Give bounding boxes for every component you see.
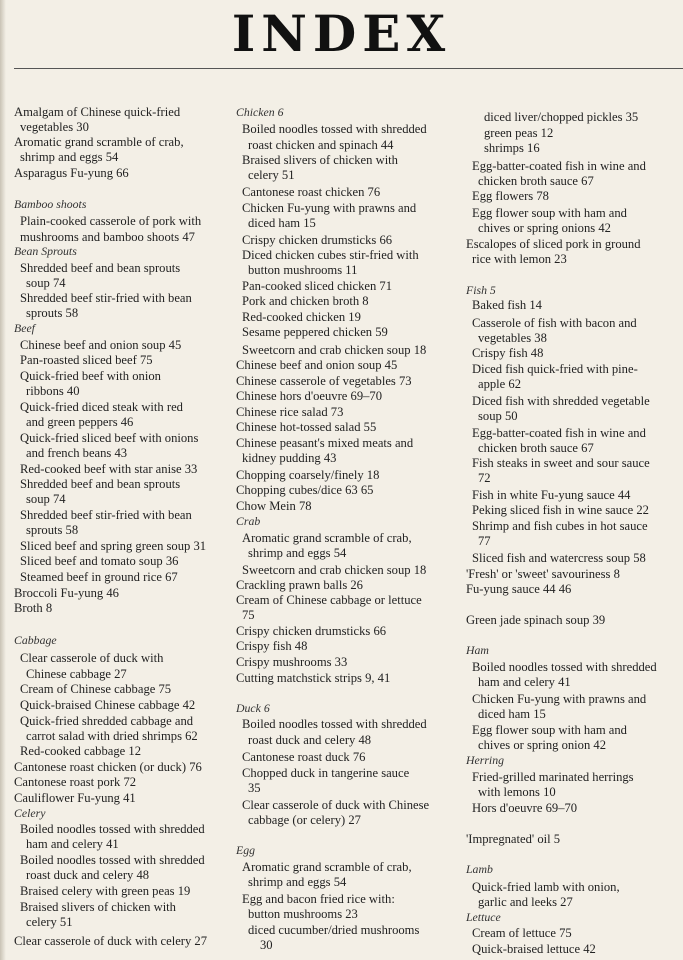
index-entry: Sliced beef and tomato soup 36 <box>20 554 179 568</box>
title-divider <box>14 68 683 69</box>
index-entry: with lemons 10 <box>478 785 556 799</box>
index-entry: diced ham 15 <box>248 216 316 230</box>
index-entry: and green peppers 46 <box>26 415 134 429</box>
index-entry: Aromatic grand scramble of crab, <box>242 531 412 545</box>
index-entry: Quick-fried lamb with onion, <box>472 880 620 894</box>
index-entry: Casserole of fish with bacon and <box>472 316 637 330</box>
index-entry: 75 <box>242 608 255 622</box>
index-entry: and french beans 43 <box>26 446 128 460</box>
index-entry: 35 <box>248 781 261 795</box>
index-entry: ham and celery 41 <box>26 837 119 851</box>
index-entry: Aromatic grand scramble of crab, <box>242 860 412 874</box>
index-entry: Boiled noodles tossed with shredded <box>242 122 427 136</box>
index-entry: roast duck and celery 48 <box>248 733 372 747</box>
index-entry: Chicken Fu-yung with prawns and <box>242 201 417 215</box>
index-heading: Cabbage <box>14 633 57 647</box>
index-entry: Cantonese roast chicken 76 <box>242 185 381 199</box>
index-heading: Lettuce <box>466 910 501 924</box>
index-entry: roast duck and celery 48 <box>26 868 150 882</box>
index-entry: shrimps 16 <box>484 141 540 155</box>
index-entry: Hors d'oeuvre 69–70 <box>472 801 578 815</box>
index-entry: Braised slivers of chicken with <box>20 900 176 914</box>
index-entry: chicken broth sauce 67 <box>478 441 594 455</box>
index-entry: soup 74 <box>26 276 66 290</box>
index-entry: Boiled noodles tossed with shredded <box>20 822 205 836</box>
index-entry: Chinese beef and onion soup 45 <box>20 338 182 352</box>
index-heading: Fish 5 <box>466 283 496 297</box>
index-entry: Braised celery with green peas 19 <box>20 884 191 898</box>
index-entry: Sweetcorn and crab chicken soup 18 <box>242 343 427 357</box>
index-entry: Fried-grilled marinated herrings <box>472 770 634 784</box>
index-entry: Clear casserole of duck with <box>20 651 164 665</box>
index-entry: Fu-yung sauce 44 46 <box>466 582 572 596</box>
index-entry: Quick-braised Chinese cabbage 42 <box>20 698 196 712</box>
index-entry: 30 <box>260 938 273 952</box>
index-entry: Peking sliced fish in wine sauce 22 <box>472 503 649 517</box>
index-entry: diced ham 15 <box>478 707 546 721</box>
index-entry: sprouts 58 <box>26 523 79 537</box>
index-entry: Diced fish quick-fried with pine- <box>472 362 638 376</box>
index-entry: cabbage (or celery) 27 <box>248 813 361 827</box>
index-heading: Duck 6 <box>236 701 270 715</box>
index-entry: Cantonese roast pork 72 <box>14 775 137 789</box>
index-entry: vegetables 38 <box>478 331 547 345</box>
index-entry: chives or spring onion 42 <box>478 738 607 752</box>
index-entry: green peas 12 <box>484 126 554 140</box>
index-entry: Boiled noodles tossed with shredded <box>242 717 427 731</box>
index-entry: Cutting matchstick strips 9, 41 <box>236 671 391 685</box>
index-entry: Chinese cabbage 27 <box>26 667 127 681</box>
index-entry: Shredded beef stir-fried with bean <box>20 291 192 305</box>
index-entry: Quick-braised lettuce 42 <box>472 942 596 956</box>
index-entry: Chopping coarsely/finely 18 <box>236 468 380 482</box>
index-heading: Herring <box>466 753 505 767</box>
index-entry: Egg-batter-coated fish in wine and <box>472 159 646 173</box>
index-entry: Shredded beef and bean sprouts <box>20 261 181 275</box>
index-entry: Pork and chicken broth 8 <box>242 294 369 308</box>
index-entry: Diced chicken cubes stir-fried with <box>242 248 419 262</box>
index-entry: Chinese casserole of vegetables 73 <box>236 374 412 388</box>
index-entry: Broth 8 <box>14 601 53 615</box>
index-entry: Cream of Chinese cabbage or lettuce <box>236 593 422 607</box>
index-entry: Chinese rice salad 73 <box>236 405 344 419</box>
index-entry: Fish in white Fu-yung sauce 44 <box>472 488 631 502</box>
index-entry: 'Fresh' or 'sweet' savouriness 8 <box>466 567 620 581</box>
index-entry: Egg flowers 78 <box>472 189 549 203</box>
index-entry: Amalgam of Chinese quick-fried <box>14 105 181 119</box>
index-heading: Bean Sprouts <box>14 244 77 258</box>
index-entry: 77 <box>478 534 491 548</box>
index-entry: vegetables 30 <box>20 120 89 134</box>
index-entry: chives or spring onions 42 <box>478 221 611 235</box>
index-entry: Clear casserole of duck with Chinese <box>242 798 430 812</box>
index-entry: Chinese hors d'oeuvre 69–70 <box>236 389 383 403</box>
index-heading: Chicken 6 <box>236 105 284 119</box>
index-entry: Egg-batter-coated fish in wine and <box>472 426 646 440</box>
page-binding-shadow <box>0 0 6 960</box>
index-entry: Chow Mein 78 <box>236 499 312 513</box>
index-entry: Boiled noodles tossed with shredded <box>20 853 205 867</box>
index-entry: Baked fish 14 <box>472 298 542 312</box>
index-heading: Celery <box>14 806 46 820</box>
index-entry: Green jade spinach soup 39 <box>466 613 606 627</box>
index-entry: chicken broth sauce 67 <box>478 174 594 188</box>
index-entry: ribbons 40 <box>26 384 80 398</box>
index-entry: Crispy fish 48 <box>472 346 544 360</box>
index-entry: diced cucumber/dried mushrooms <box>248 923 420 937</box>
index-entry: Egg flower soup with ham and <box>472 206 627 220</box>
index-entry: Fish steaks in sweet and sour sauce <box>472 456 650 470</box>
index-entry: Red-cooked cabbage 12 <box>20 744 141 758</box>
index-entry: Pan-roasted sliced beef 75 <box>20 353 153 367</box>
index-heading: Ham <box>466 643 489 657</box>
index-heading: Crab <box>236 514 261 528</box>
index-entry: Cantonese roast chicken (or duck) 76 <box>14 760 202 774</box>
index-entry: shrimp and eggs 54 <box>248 546 347 560</box>
index-entry: Chopping cubes/dice 63 65 <box>236 483 374 497</box>
index-entry: 72 <box>478 471 491 485</box>
index-heading: Lamb <box>466 862 493 876</box>
index-entry: Diced fish with shredded vegetable <box>472 394 650 408</box>
index-entry: shrimp and eggs 54 <box>20 150 119 164</box>
index-entry: Plain-cooked casserole of pork with <box>20 214 202 228</box>
index-entry: Cantonese roast duck 76 <box>242 750 366 764</box>
index-entry: Shrimp and fish cubes in hot sauce <box>472 519 648 533</box>
index-entry: Egg and bacon fried rice with: <box>242 892 395 906</box>
index-entry: Chopped duck in tangerine sauce <box>242 766 410 780</box>
index-entry: Asparagus Fu-yung 66 <box>14 166 129 180</box>
index-entry: Red-cooked chicken 19 <box>242 310 361 324</box>
index-entry: kidney pudding 43 <box>242 451 337 465</box>
index-entry: Steamed beef in ground rice 67 <box>20 570 178 584</box>
index-entry: Braised slivers of chicken with <box>242 153 398 167</box>
index-entry: Shredded beef and bean sprouts <box>20 477 181 491</box>
index-entry: Escalopes of sliced pork in ground <box>466 237 641 251</box>
index-heading: Egg <box>236 843 256 857</box>
index-entry: diced liver/chopped pickles 35 <box>484 110 639 124</box>
index-heading: Bamboo shoots <box>14 197 87 211</box>
index-entry: mushrooms and bamboo shoots 47 <box>20 230 195 244</box>
index-entry: Sweetcorn and crab chicken soup 18 <box>242 563 427 577</box>
index-entry: Chicken Fu-yung with prawns and <box>472 692 647 706</box>
index-entry: carrot salad with dried shrimps 62 <box>26 729 198 743</box>
index-entry: Crackling prawn balls 26 <box>236 578 363 592</box>
index-entry: Clear casserole of duck with celery 27 <box>14 934 208 948</box>
index-entry: Crispy chicken drumsticks 66 <box>236 624 387 638</box>
index-heading: Beef <box>14 321 35 335</box>
index-entry: Shredded beef stir-fried with bean <box>20 508 192 522</box>
index-entry: soup 50 <box>478 409 518 423</box>
index-entry: Crispy chicken drumsticks 66 <box>242 233 393 247</box>
index-entry: Chinese hot-tossed salad 55 <box>236 420 377 434</box>
index-entry: Crispy mushrooms 33 <box>236 655 348 669</box>
index-entry: rice with lemon 23 <box>472 252 567 266</box>
index-entry: Boiled noodles tossed with shredded <box>472 660 657 674</box>
index-entry: Cauliflower Fu-yung 41 <box>14 791 136 805</box>
index-entry: Sesame peppered chicken 59 <box>242 325 388 339</box>
index-entry: ham and celery 41 <box>478 675 571 689</box>
index-entry: Red-cooked beef with star anise 33 <box>20 462 198 476</box>
index-entry: soup 74 <box>26 492 66 506</box>
index-entry: Sliced fish and watercress soup 58 <box>472 551 646 565</box>
index-entry: 'Impregnated' oil 5 <box>466 832 561 846</box>
index-entry: Cream of Chinese cabbage 75 <box>20 682 172 696</box>
index-entry: Quick-fried sliced beef with onions <box>20 431 199 445</box>
page-title: INDEX <box>231 4 452 63</box>
index-entry: celery 51 <box>248 168 295 182</box>
index-entry: Sliced beef and spring green soup 31 <box>20 539 207 553</box>
index-entry: Quick-fried shredded cabbage and <box>20 714 194 728</box>
index-entry: Chinese beef and onion soup 45 <box>236 358 398 372</box>
index-entry: shrimp and eggs 54 <box>248 875 347 889</box>
index-entry: Cream of lettuce 75 <box>472 926 572 940</box>
index-entry: Aromatic grand scramble of crab, <box>14 135 184 149</box>
index-entry: garlic and leeks 27 <box>478 895 573 909</box>
index-entry: Chinese peasant's mixed meats and <box>236 436 414 450</box>
index-entry: roast chicken and spinach 44 <box>248 138 394 152</box>
index-entry: sprouts 58 <box>26 306 79 320</box>
index-entry: button mushrooms 23 <box>248 907 358 921</box>
index-entry: button mushrooms 11 <box>248 263 358 277</box>
index-entry: Pan-cooked sliced chicken 71 <box>242 279 393 293</box>
index-entry: Quick-fried diced steak with red <box>20 400 183 414</box>
index-entry: apple 62 <box>478 377 522 391</box>
index-entry: Crispy fish 48 <box>236 639 308 653</box>
index-entry: Egg flower soup with ham and <box>472 723 627 737</box>
index-entry: Broccoli Fu-yung 46 <box>14 586 119 600</box>
index-entry: celery 51 <box>26 915 73 929</box>
index-entry: Quick-fried beef with onion <box>20 369 161 383</box>
